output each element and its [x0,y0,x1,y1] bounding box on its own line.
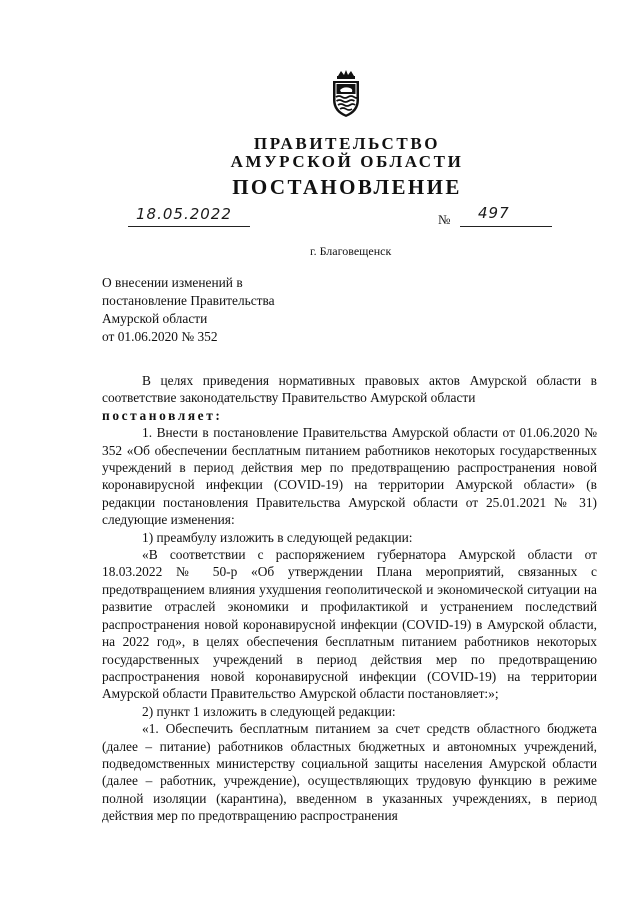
document-body [102,372,597,825]
subject-line: от 01.06.2020 № 352 [102,329,218,344]
organization-name-line2: АМУРСКОЙ ОБЛАСТИ [230,152,464,171]
paragraph-4: 2) пункт 1 изложить в следующей редакции: [142,703,396,719]
coat-of-arms-icon [329,70,363,118]
document-number: 497 [478,204,510,222]
paragraph-5: «1. Обеспечить бесплатным питанием за счет средств областного бюджета (далее – питание) работников областных бюджетных и автономных учреждений, подведомственных министерству социальной защиты населения Амурской области (далее – работник, учреждение), осуществляющих трудовую функцию в режиме полной изоляции (карантина), введенном в указанных учреждениях, в период действия мер по предотвращению распространения [102,721,597,824]
paragraph-1: 1. Внести в постановление Правительства Амурской области от 01.06.2020 № 352 «Об обеспечении бесплатным питанием работников некоторых государственных учреждений в период действия мер по предотвращению распространения новой коронавирусной инфекции (COVID-19) на территории Амурской области» (в редакции постановления Правительства Амурской области от 25.01.2021 № 31) следующие изменения: [102,425,597,528]
subject-line: постановление Правительства [102,293,275,308]
number-sign: № [438,212,451,227]
document-date: 18.05.2022 [136,205,232,223]
document-type-title: ПОСТАНОВЛЕНИЕ [232,175,462,199]
subject-line: Амурской области [102,311,208,326]
resolves-word: постановляет: [102,407,223,423]
organization-name-line1: ПРАВИТЕЛЬСТВО [253,134,441,153]
city-name: г. Благовещенск [310,244,392,258]
paragraph-3: «В соответствии с распоряжением губернатора Амурской области от 18.03.2022 № 50-р «Об утверждении Плана мероприятий, связанных с предотвращением влияния ухудшения геополитической и экономической ситуации на развитие отраслей экономики и профилактикой и устранением последствий распространения новой коронавирусной инфекции (COVID-19) в Амурской области, на 2022 год», в целях обеспечения бесплатным питанием работников некоторых государственных учреждений в период действия мер по предотвращению распространения новой коронавирусной инфекции (COVID-19) на территории Амурской области Правительство Амурской области постановляет:»; [102,547,597,702]
intro-paragraph: В целях приведения нормативных правовых актов Амурской области в соответствие законодательству Правительство Амурской области [102,373,597,406]
document-subject [102,274,362,346]
subject-line: О внесении изменений в [102,275,243,290]
paragraph-2: 1) преамбулу изложить в следующей редакции: [142,529,413,545]
